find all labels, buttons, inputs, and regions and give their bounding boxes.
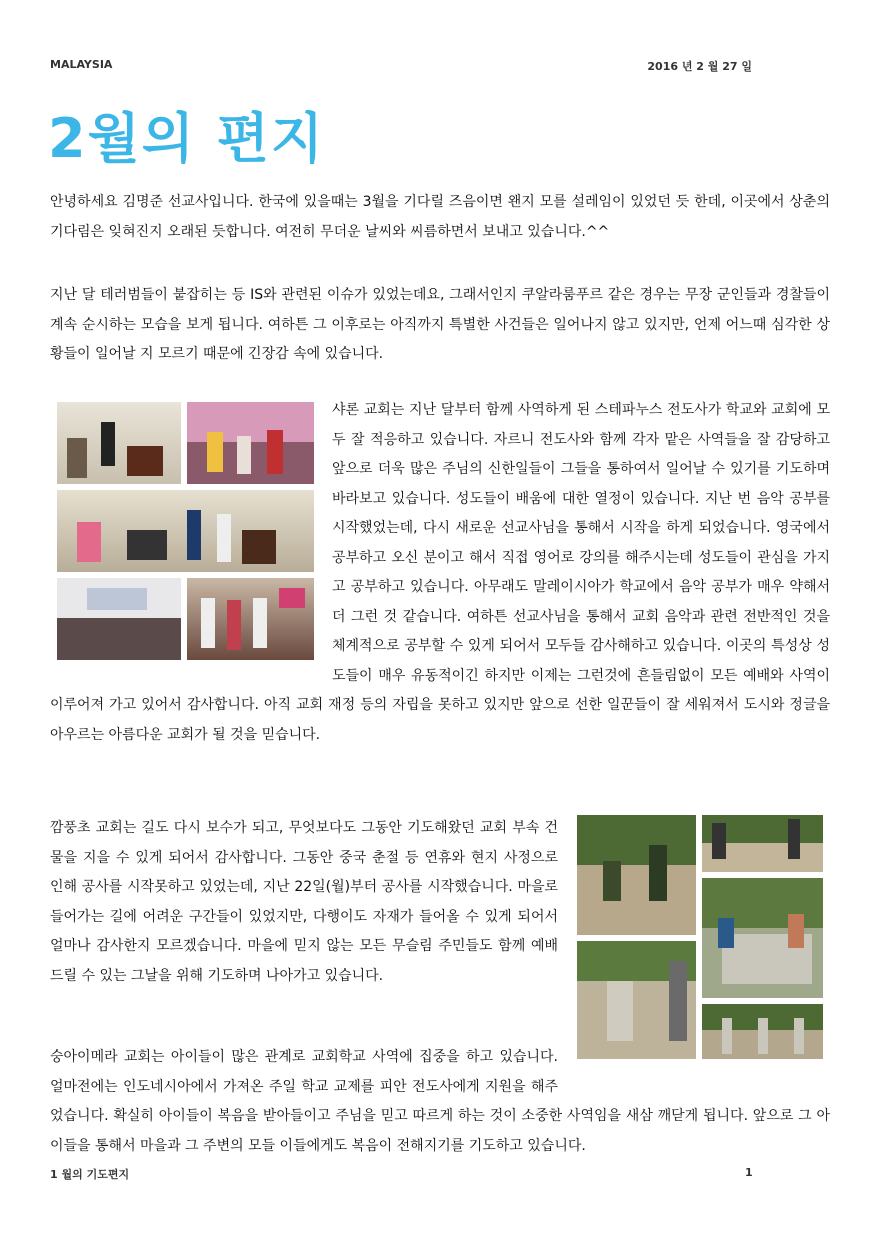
paragraph-kampung-text: 깜풍초 교회는 길도 다시 보수가 되고, 무엇보다도 그동안 기도해왔던 교회 부속 건물을 지을 수 있게 되어서 감사합니다. 그동안 중국 춘절 등 연휴와 현지 사정으로 인해 공사를 시작못하고 있었는데, 지난 22일(월)부터 공사를 시작했습니다. 마을로 들어가는 길에 어려운 구간들이 있었지만, 다행이도 자재가 들어올 수 있게 되어서 얼마나 감사한지 모르겠습니다. 마을에 믿지 않는 모든 무슬림 주민들도 함께 예배드릴 수 있는 그날을 위해 기도하며 나아가고 있습니다. <box>50 820 558 984</box>
paragraph-security: 지난 달 테러범들이 붙잡히는 등 IS와 관련된 이슈가 있었는데요, 그래서인지 쿠알라룸푸르 같은 경우는 무장 군인들과 경찰들이 계속 순시하는 모습을 보게 됩니다. 여하튼 그 이후로는 아직까지 특별한 사건들은 일어나지 않고 있지만, 언제 어느때 심각한 상황들이 일어날 지 모르기 때문에 긴장감 속에 있습니다. <box>50 287 830 362</box>
photo-classroom <box>57 578 181 660</box>
photo-music-band <box>57 490 314 572</box>
paragraph-sungai-text: 숭아이메라 교회는 아이들이 많은 관계로 교회학교 사역에 집중을 하고 있습니다. 얼마전에는 인도네시아에서 가져온 주일 학교 교제를 피안 전도사에게 지원을 해주었습니다. 확실히 아이들이 복음을 받아들이고 주님을 믿고 따르게 하는 것이 소중한 사역임을 새삼 깨닫게 됩니다. 앞으로 그 아이들을 통해서 마을과 그 주변의 모들 이들에게도 복음이 전해지기를 기도하고 있습니다. <box>50 1049 830 1154</box>
header-country: MALAYSIA <box>50 58 113 71</box>
paragraph-sungai-church <box>50 1043 830 1161</box>
photo-site-workers <box>577 815 696 935</box>
photo-children-singing <box>187 402 314 484</box>
photo-brick-wall <box>702 878 823 998</box>
church-photo-collage <box>57 402 314 660</box>
construction-photo-collage <box>577 815 823 1059</box>
photo-congregation <box>187 578 314 660</box>
photo-foundation <box>702 815 823 872</box>
photo-pillars <box>702 1004 823 1059</box>
header-date: 2016 년 2 월 27 일 <box>647 60 752 73</box>
paragraph-sharon-text: 샤론 교회는 지난 달부터 함께 사역하게 된 스테파누스 전도사가 학교와 교회에 모두 잘 적응하고 있습니다. 자르니 전도사와 함께 각자 맡은 사역들을 잘 감당하고 앞으로 더욱 많은 주님의 신한일들이 그들을 통하여서 일어날 수 있기를 기도하며 바라보고 있습니다. 성도들이 배움에 대한 열정이 있습니다. 지난 번 음악 공부를 시작했었는데, 다시 새로운 선교사님을 통해서 시작을 하게 되었습니다. 영국에서 공부하고 오신 분이고 해서 직접 영어로 강의를 해주시는데 성도들이 관심을 가지고 공부하고 있습니다. 아무래도 말레이시아가 학교에서 음악 공부가 매우 약해서 더 그런 것 같습니다. 여하튼 선교사님을 통해서 교회 음악과 관련 전반적인 것을 체계적으로 공부할 수 있게 되어서 모두들 감사해하고 있습니다. 이곳의 특성상 성도들이 매우 유동적이긴 하지만 이제는 그런것에 흔들림없이 모든 예배와 사역이 이루어져 가고 있어서 감사합니다. 아직 교회 재정 등의 자립을 못하고 있지만 앞으로 선한 일꾼들이 잘 세워져서 도시와 정글을 아우르는 아름다운 교회가 될 것을 믿습니다. <box>50 402 830 743</box>
page-title: 2월의 편지 <box>48 107 326 170</box>
footer-label: 1 월의 기도편지 <box>50 1168 130 1181</box>
paragraph-greeting: 안녕하세요 김명준 선교사입니다. 한국에 있을때는 3월을 기다릴 즈음이면 왠지 모를 설레임이 있었던 듯 한데, 이곳에서 상춘의 기다림은 잊혀진지 오래된 듯합니다. 여전히 무더운 날씨와 씨름하면서 보내고 있습니다.^^ <box>50 194 830 240</box>
page-number: 1 <box>745 1166 753 1179</box>
photo-bricklaying <box>577 941 696 1059</box>
photo-preacher <box>57 402 181 484</box>
